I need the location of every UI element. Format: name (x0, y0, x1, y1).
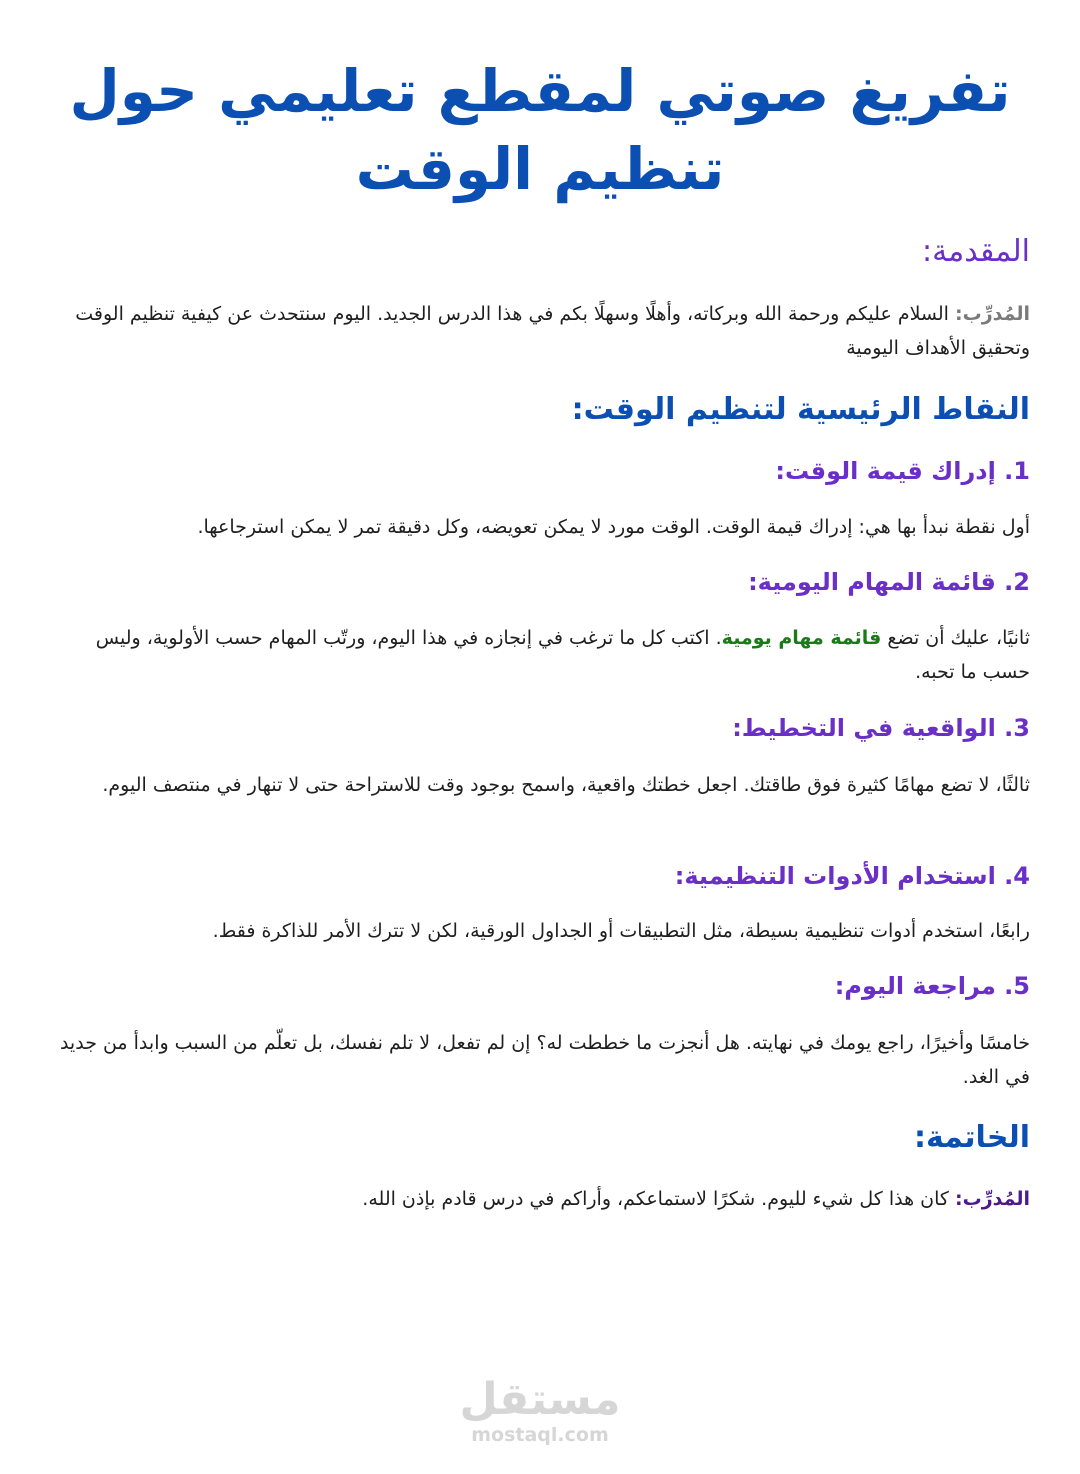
point-1-text: أول نقطة نبدأ بها هي: إدراك قيمة الوقت. الوقت مورد لا يمكن تعويضه، وكل دقيقة تمر لا يمكن استرجاعها. (197, 516, 1030, 538)
point-2-text (45, 621, 1030, 689)
point-4-heading: 4. استخدام الأدوات التنظيمية: (674, 862, 1030, 890)
point-2-text-after: . اكتب كل ما ترغب في إنجازه في هذا اليوم، ورتّب المهام حسب الأولوية، وليس حسب ما تحبه. (95, 627, 1030, 683)
intro-speaker-label: المُدرِّب: (955, 303, 1030, 325)
main-points-heading: النقاط الرئيسية لتنظيم الوقت: (571, 392, 1030, 427)
document-title: تفريغ صوتي لمقطع تعليمي حول تنظيم الوقت (69, 57, 1011, 203)
intro-text: السلام عليكم ورحمة الله وبركاته، وأهلًا وسهلًا بكم في هذا الدرس الجديد. اليوم سنتحدث عن كيفية تنظيم الوقت وتحقيق الأهداف اليومية (75, 303, 1030, 359)
conclusion-speaker-label: المُدرِّب: (955, 1188, 1030, 1210)
conclusion-paragraph (45, 1182, 1030, 1216)
intro-paragraph (45, 297, 1030, 365)
point-2-heading: 2. قائمة المهام اليومية: (748, 568, 1030, 596)
point-2-text-before: ثانيًا، عليك أن تضع (881, 627, 1030, 649)
intro-heading: المقدمة: (921, 234, 1030, 269)
point-1-heading: 1. إدراك قيمة الوقت: (775, 457, 1030, 485)
watermark-logo: مستقل (459, 1374, 621, 1425)
point-5-heading: 5. مراجعة اليوم: (834, 972, 1030, 1000)
point-4-text: رابعًا، استخدم أدوات تنظيمية بسيطة، مثل التطبيقات أو الجداول الورقية، لكن لا تترك الأمر للذاكرة فقط. (212, 920, 1030, 942)
point-3-heading: 3. الواقعية في التخطيط: (732, 714, 1030, 742)
point-5-text: خامسًا وأخيرًا، راجع يومك في نهايته. هل أنجزت ما خططت له؟ إن لم تفعل، لا تلم نفسك، بل تعلّم من السبب وابدأ من جديد في الغد. (59, 1032, 1030, 1088)
mostaql-watermark (440, 1376, 640, 1446)
watermark-url: mostaql.com (471, 1424, 609, 1446)
point-3-text: ثالثًا، لا تضع مهامًا كثيرة فوق طاقتك. اجعل خطتك واقعية، واسمح بوجود وقت للاستراحة حتى لا تنهار في منتصف اليوم. (102, 774, 1030, 796)
point-2-highlight: قائمة مهام يومية (721, 627, 882, 649)
conclusion-text: كان هذا كل شيء لليوم. شكرًا لاستماعكم، وأراكم في درس قادم بإذن الله. (362, 1188, 955, 1210)
conclusion-heading: الخاتمة: (913, 1120, 1030, 1155)
